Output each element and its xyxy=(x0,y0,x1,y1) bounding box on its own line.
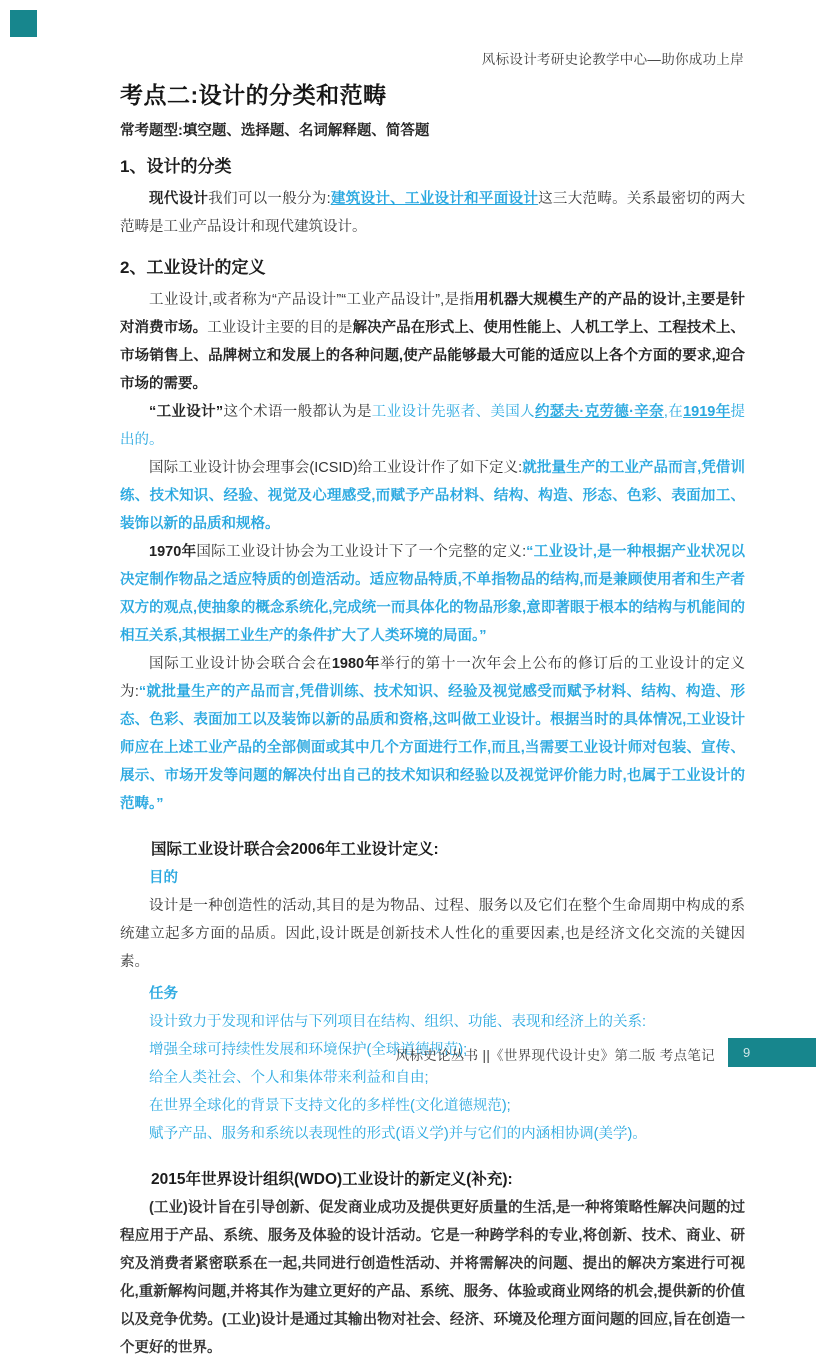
text-run: 举行的第十一次年会上公布的修订后的工业设计的定义为: xyxy=(120,655,746,700)
paragraph-1980-definition xyxy=(120,650,745,818)
page-content xyxy=(120,82,745,1362)
label-purpose: 目的 xyxy=(149,869,178,886)
text-run: 我们可以一般分为: xyxy=(208,190,331,207)
term-modern-design: 现代设计 xyxy=(149,190,209,207)
highlight-icsid-definition: 就批量生产的工业产品而言,凭借训练、技术知识、经验、视觉及心理感受,而赋予产品材料、结构、构造、形态、色彩、表面加工、装饰以新的品质和规格。 xyxy=(120,459,746,532)
section-heading-industrial-design-definition: 2、工业设计的定义 xyxy=(120,257,266,277)
highlight-1970-definition: “工业设计,是一种根据产业状况以决定制作物品之适应特质的创造活动。适应物品特质,不单指物品的结构,而是兼顾使用者和生产者双方的观点,使抽象的概念系统化,完成统一而具体化的物品形象,意即著眼于根本的结构与机能间的相互关系,其根据工业生产的条件扩大了人类环境的局面。” xyxy=(120,543,746,644)
paragraph-1970-definition xyxy=(120,538,745,650)
highlight-mass-production: 用机器大规模生产的产品的设计,主要是针对消费市场。 xyxy=(120,291,745,336)
footer-book-series: 风标史论丛书 ||《世界现代设计史》第二版 考点笔记 xyxy=(395,1048,715,1063)
text-run: 国际工业设计协会联合会在 xyxy=(149,655,332,672)
highlight-joseph-claude-sinel: 约瑟夫·克劳德·辛奈 xyxy=(534,403,664,420)
text-run: 国际工业设计协会为工业设计下了一个完整的定义: xyxy=(196,543,527,560)
page-corner-accent-square xyxy=(10,10,37,37)
label-task: 任务 xyxy=(149,985,178,1002)
text-run: 这三大范畴。关系最密切的两大范畴是工业产品设计和现代建筑设计。 xyxy=(120,190,746,235)
section-heading-design-classification: 1、设计的分类 xyxy=(120,156,232,176)
highlight-year-1919: 1919年 xyxy=(683,403,731,420)
page-number-badge xyxy=(728,1038,816,1067)
task-item-semantics-aesthetics: 赋予产品、服务和系统以表现性的形式(语义学)并与它们的内涵相协调(美学)。 xyxy=(149,1125,647,1142)
highlight-year-1980: 1980年 xyxy=(331,655,381,672)
text-run: 这个术语一般都认为是 xyxy=(223,403,372,420)
paragraph-term-origin xyxy=(120,398,745,454)
task-item-cultural-diversity: 在世界全球化的背景下支持文化的多样性(文化道德规范); xyxy=(149,1097,511,1114)
heading-2015-wdo-definition: 2015年世界设计组织(WDO)工业设计的新定义(补充): xyxy=(151,1170,513,1188)
paragraph-industrial-design-intro xyxy=(120,286,745,398)
term-industrial-design-quoted: “工业设计” xyxy=(149,403,224,420)
page-title: 考点二:设计的分类和范畴 xyxy=(120,82,387,108)
text-run-cyan: ,在 xyxy=(663,403,684,420)
text-run-cyan: 提出的。 xyxy=(120,403,746,448)
text-run-cyan: 工业设计先驱者、美国人 xyxy=(371,403,535,420)
text-run: 国际工业设计协会理事会(ICSID)给工业设计作了如下定义: xyxy=(149,459,523,476)
highlight-year-1970: 1970年 xyxy=(149,543,197,560)
task-item-sustainability: 增强全球可持续性发展和环境保护(全球道德规范); xyxy=(149,1041,468,1058)
paragraph-icsid-definition xyxy=(120,454,745,538)
page-header: 风标设计考研史论教学中心—助你成功上岸 xyxy=(481,52,744,67)
text-run: 工业设计,或者称为“产品设计”“工业产品设计”,是指 xyxy=(149,291,475,308)
heading-2006-definition: 国际工业设计联合会2006年工业设计定义: xyxy=(151,840,439,858)
highlight-three-design-categories: 建筑设计、工业设计和平面设计 xyxy=(330,190,539,207)
paragraph-design-classification xyxy=(120,185,745,241)
paragraph-purpose: 设计是一种创造性的活动,其目的是为物品、过程、服务以及它们在整个生命周期中构成的系统建立起多方面的品质。因此,设计既是创新技术人性化的重要因素,也是经济文化交流的关键因素。 xyxy=(120,897,745,970)
task-intro: 设计致力于发现和评估与下列项目在结构、组织、功能、表现和经济上的关系: xyxy=(149,1013,647,1030)
paragraph-2015-wdo-definition: (工业)设计旨在引导创新、促发商业成功及提供更好质量的生活,是一种将策略性解决问题的过程应用于产品、系统、服务及体验的设计活动。它是一种跨学科的专业,将创新、技术、商业、研究及消费者紧密联系在一起,共同进行创造性活动、并将需解决的问题、提出的解决方案进行可视化,重新解构问题,并将其作为建立更好的产品、系统、服务、体验或商业网络的机会,提供新的价值以及竞争优势。(工业)设计是通过其输出物对社会、经济、环境及伦理方面问题的回应,旨在创造一个更好的世界。 xyxy=(120,1199,745,1356)
text-run: 工业设计主要的目的是 xyxy=(207,319,353,336)
highlight-1980-definition: “就批量生产的产品而言,凭借训练、技术知识、经验及视觉感受而赋予材料、结构、构造、形态、色彩、表面加工以及装饰以新的品质和资格,这叫做工业设计。根据当时的具体情况,工业设计师应在上述工业产品的全部侧面或其中几个方面进行工作,而且,当需要工业设计师对包装、宣传、展示、市场开发等问题的解决付出自己的技术知识和经验以及视觉评价能力时,也属于工业设计的范畴。” xyxy=(120,683,745,812)
task-item-benefit-freedom: 给全人类社会、个人和集体带来利益和自由; xyxy=(149,1069,429,1086)
page-number: 9 xyxy=(743,1045,751,1060)
highlight-design-purpose: 解决产品在形式上、使用性能上、人机工学上、工程技术上、市场销售上、品牌树立和发展上的各种问题,使产品能够最大可能的适应以上各个方面的要求,迎合市场的需要。 xyxy=(120,319,746,392)
exam-question-types: 常考题型:填空题、选择题、名词解释题、简答题 xyxy=(120,122,430,139)
